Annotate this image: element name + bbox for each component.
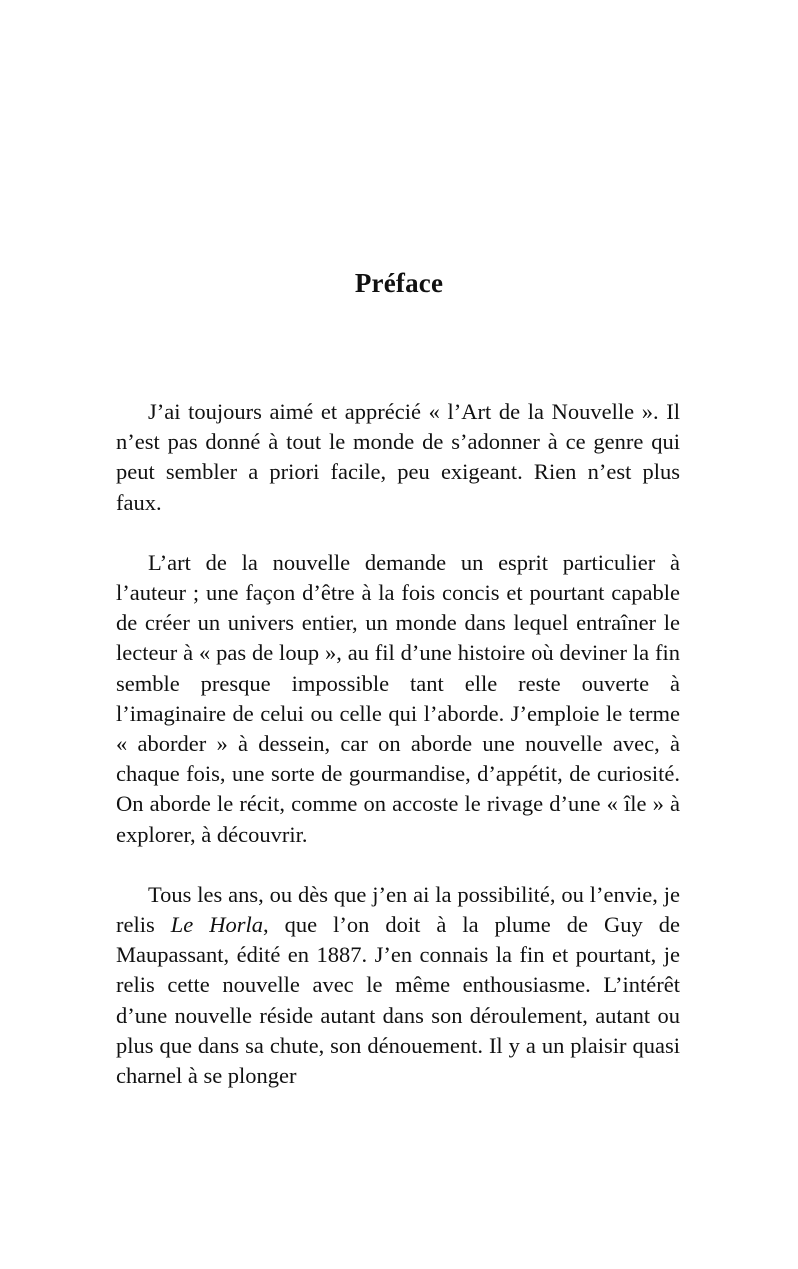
paragraph-2: L’art de la nouvelle demande un esprit particulier à l’auteur ; une façon d’être à la fois concis et pourtant capable de créer un univers entier, un monde dans lequel entraîner le lecteur à « pas de loup », au fil d’une histoire où deviner la fin semble presque impossible tant elle reste ouverte à l’imaginaire de celui ou celle qui l’aborde. J’emploie le terme « aborder » à dessein, car on aborde une nouvelle avec, à chaque fois, une sorte de gourmandise, d’appétit, de curiosité. On aborde le récit, comme on accoste le rivage d’une « île » à explorer, à découvrir. <box>116 549 680 847</box>
paragraph-3-text-before: Tous les ans, ou dès que j’en ai la possibilité, ou l’envie, je relis <box>116 881 680 938</box>
paragraph-1: J’ai toujours aimé et apprécié « l’Art de la Nouvelle ». Il n’est pas donné à tout le monde de s’adonner à ce genre qui peut sembler a priori facile, peu exigeant. Rien n’est plus faux. <box>116 399 680 515</box>
book-title-italic: Le Horla <box>170 912 263 938</box>
body-text <box>116 397 680 1091</box>
chapter-title: Préface <box>354 268 444 298</box>
paragraph-3-text-after: , que l’on doit à la plume de Guy de Maupassant, édité en 1887. J’en connais la fin et pourtant, je relis cette nouvelle avec le même enthousiasme. L’intérêt d’une nouvelle réside autant dans son déroulement, autant ou plus que dans sa chute, son dénouement. Il y a un plaisir quasi charnel à se plonger <box>116 912 680 1089</box>
paragraph-3 <box>116 880 680 1091</box>
